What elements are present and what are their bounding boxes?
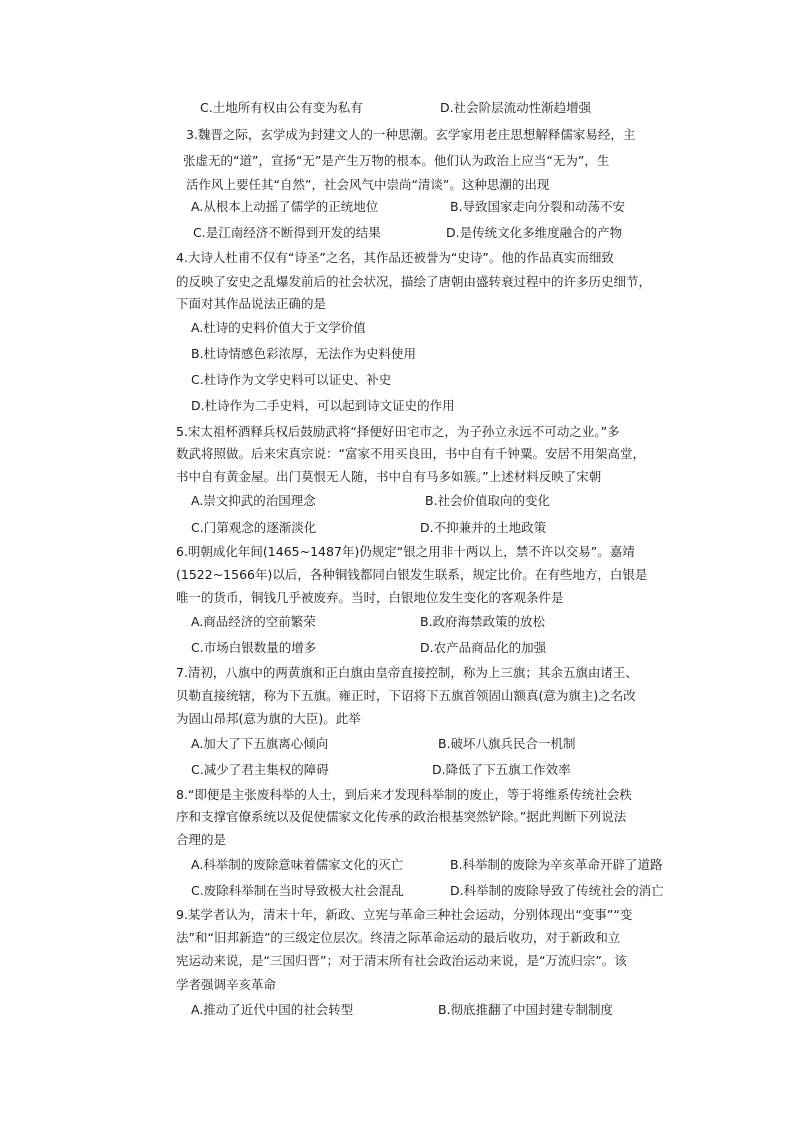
question-7-option-c: C.减少了君主集权的障碍	[191, 762, 329, 777]
question-7-option-b: B.破坏八旗兵民合一机制	[438, 736, 576, 751]
question-9-option-a: A.推动了近代中国的社会转型	[191, 1002, 354, 1017]
question-3-option-c: C.是江南经济不断得到开发的结果	[193, 225, 381, 240]
question-3-option-a: A.从根本上动摇了儒学的正统地位	[191, 199, 379, 214]
question-5-option-c: C.门第观念的逐渐淡化	[191, 520, 317, 535]
question-8-option-d: D.科举制的废除导致了传统社会的消亡	[450, 883, 664, 898]
question-5-line-3: 书中自有黄金屋。出门莫恨无人随，书中自有马多如簇。”上述材料反映了宋朝	[176, 469, 602, 484]
question-8-line-1: 8.“即便是主张废科举的人士，到后来才发现科举制的废止，等于将维系传统社会秩	[176, 787, 632, 802]
question-8-option-a: A.科举制的废除意味着儒家文化的灭亡	[191, 857, 404, 872]
question-9-option-b: B.彻底推翻了中国封建专制制度	[438, 1002, 614, 1017]
question-4-line-1: 4.大诗人杜甫不仅有“诗圣”之名，其作品还被誉为“史诗”。他的作品真实而细致	[176, 250, 614, 265]
q2-option-d: D.社会阶层流动性渐趋增强	[440, 100, 592, 115]
question-9-line-3: 宪运动来说，是“三国归晋”；对于清末所有社会政治运动来说，是“万流归宗”。该	[176, 953, 627, 968]
question-9-line-4: 学者强调辛亥革命	[176, 977, 277, 992]
question-9-line-1: 9.某学者认为，清末十年，新政、立宪与革命三种社会运动，分别体现出“变事”“变	[176, 907, 633, 922]
question-6-option-c: C.市场白银数量的增多	[191, 640, 317, 655]
question-6-option-d: D.农产品商品化的加强	[420, 640, 547, 655]
question-4-line-3: 下面对其作品说法正确的是	[176, 296, 327, 311]
question-5-line-2: 数武将照做。后来宋真宗说：“富家不用买良田，书中自有千钟粟。安居不用架高堂，	[176, 446, 645, 461]
question-5-option-d: D.不抑兼并的土地政策	[420, 520, 547, 535]
question-3-line-2: 张虚无的“道”，宣扬“无”是产生万物的根本。他们认为政治上应当“无为”，生	[183, 153, 610, 168]
question-8-line-3: 合理的是	[176, 832, 227, 847]
question-5-line-1: 5.宋太祖杯酒释兵权后鼓励武将“择便好田宅市之，为子孙立永远不可动之业。”多	[176, 424, 620, 439]
question-4-option-a: A.杜诗的史料价值大于文学价值	[191, 320, 366, 335]
question-6-line-2: (1522~1566年)以后，各种铜钱都同白银发生联系，规定比价。在有些地方，白银是	[176, 567, 648, 582]
question-7-line-2: 贝勒直接统辖，称为下五旗。雍正时，下诏将下五旗首领固山额真(意为旗主)之名改	[176, 688, 636, 703]
question-9-line-2: 法”和“旧邦新造”的三级定位层次。终清之际革命运动的最后收功，对于新政和立	[176, 930, 621, 945]
question-8-line-2: 序和支撑官僚系统以及促使儒家文化传承的政治根基突然铲除。”据此判断下列说法	[176, 809, 627, 824]
question-6-line-1: 6.明朝成化年间(1465~1487年)仍规定“银之用非十两以上，禁不许以交易”。嘉靖	[176, 544, 635, 559]
question-7-option-a: A.加大了下五旗离心倾向	[191, 736, 329, 751]
question-4-line-2: 的反映了安史之乱爆发前后的社会状况，描绘了唐朝由盛转衰过程中的许多历史细节，	[176, 274, 652, 289]
question-5-option-a: A.崇文抑武的治国理念	[191, 493, 316, 508]
question-7-option-d: D.降低了下五旗工作效率	[432, 762, 571, 777]
question-5-option-b: B.社会价值取向的变化	[425, 493, 551, 508]
question-4-option-b: B.杜诗情感色彩浓厚，无法作为史料使用	[191, 346, 417, 361]
question-8-option-b: B.科举制的废除为辛亥革命开辟了道路	[450, 857, 663, 872]
question-4-option-d: D.杜诗作为二手史料，可以起到诗文证史的作用	[191, 398, 455, 413]
question-7-line-3: 为固山昂邦(意为旗的大臣)。此举	[176, 711, 361, 726]
question-8-option-c: C.废除科举制在当时导致极大社会混乱	[191, 883, 404, 898]
question-6-option-a: A.商品经济的空前繁荣	[191, 614, 316, 629]
question-3-option-b: B.导致国家走向分裂和动荡不安	[450, 199, 626, 214]
question-3-line-1: 3.魏晋之际，玄学成为封建文人的一种思潮。玄学家用老庄思想解释儒家易经，主	[186, 127, 636, 142]
question-3-line-3: 活作风上要任其“自然”，社会风气中崇尚“清谈”。这种思潮的出现	[186, 177, 550, 192]
question-6-line-3: 唯一的货币，铜钱几乎被废弃。当时，白银地位发生变化的客观条件是	[176, 590, 564, 605]
question-7-line-1: 7.清初，八旗中的两黄旗和正白旗由皇帝直接控制，称为上三旗；其余五旗由诸王、	[176, 665, 638, 680]
q2-option-c: C.土地所有权由公有变为私有	[200, 100, 363, 115]
question-6-option-b: B.政府海禁政策的放松	[420, 614, 546, 629]
question-3-option-d: D.是传统文化多维度融合的产物	[446, 225, 623, 240]
question-4-option-c: C.杜诗作为文学史料可以证史、补史	[191, 372, 392, 387]
